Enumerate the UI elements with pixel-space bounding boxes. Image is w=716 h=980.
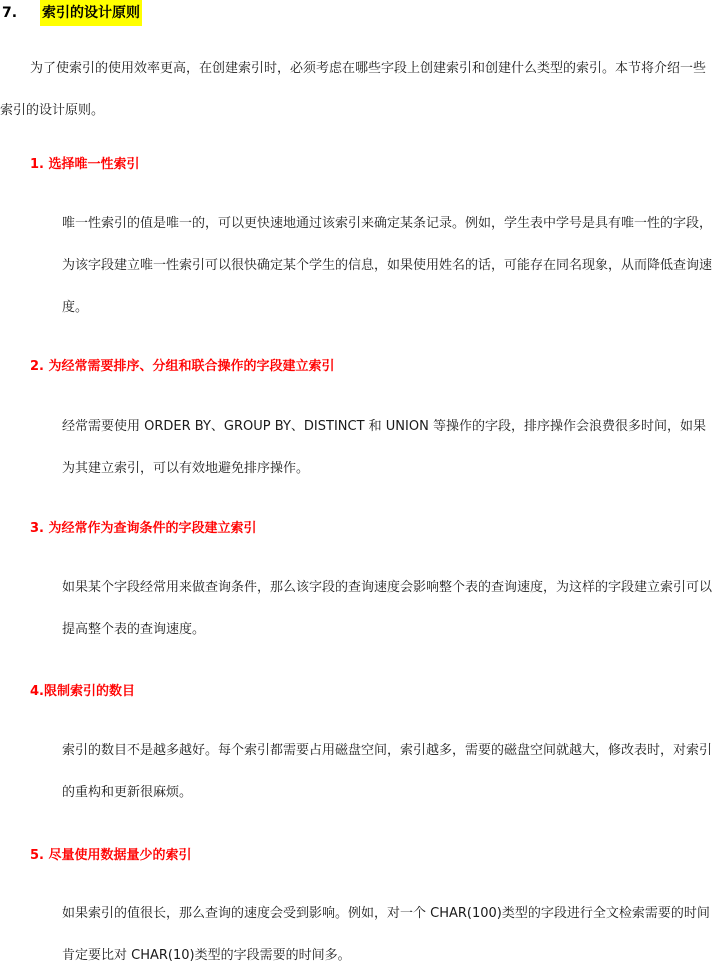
rule-title-5: 5. 尽量使用数据量少的索引 [30, 848, 192, 863]
rule-body-1: 唯一性索引的值是唯一的，可以更快速地通过该索引来确定某条记录。例如，学生表中学号是具有唯一性的字段，为该字段建立唯一性索引可以很快确定某个学生的信息，如果使用姓名的话，可能存在同名现象，从而降低查询速度。 [62, 216, 713, 315]
rule-title-1: 1. 选择唯一性索引 [30, 157, 140, 172]
section-title: 索引的设计原则 [40, 0, 142, 26]
rule-body-5: 如果索引的值很长，那么查询的速度会受到影响。例如，对一个 CHAR(100)类型的字段进行全文检索需要的时间肯定要比对 CHAR(10)类型的字段需要的时间多。 [62, 906, 710, 963]
rule-body-3: 如果某个字段经常用来做查询条件，那么该字段的查询速度会影响整个表的查询速度，为这样的字段建立索引可以提高整个表的查询速度。 [62, 580, 713, 637]
intro-paragraph: 为了使索引的使用效率更高，在创建索引时，必须考虑在哪些字段上创建索引和创建什么类型的索引。本节将介绍一些索引的设计原则。 [0, 61, 707, 118]
rule-title-4: 4.限制索引的数目 [30, 684, 135, 699]
rule-body-2: 经常需要使用 ORDER BY、GROUP BY、DISTINCT 和 UNION 等操作的字段，排序操作会浪费很多时间，如果为其建立索引，可以有效地避免排序操作。 [62, 419, 706, 476]
section-number: 7. [2, 5, 18, 21]
section-heading [0, 0, 142, 26]
rule-body-4: 索引的数目不是越多越好。每个索引都需要占用磁盘空间，索引越多，需要的磁盘空间就越大，修改表时，对索引的重构和更新很麻烦。 [62, 743, 713, 800]
rule-title-2: 2. 为经常需要排序、分组和联合操作的字段建立索引 [30, 359, 335, 374]
rule-title-3: 3. 为经常作为查询条件的字段建立索引 [30, 521, 257, 536]
